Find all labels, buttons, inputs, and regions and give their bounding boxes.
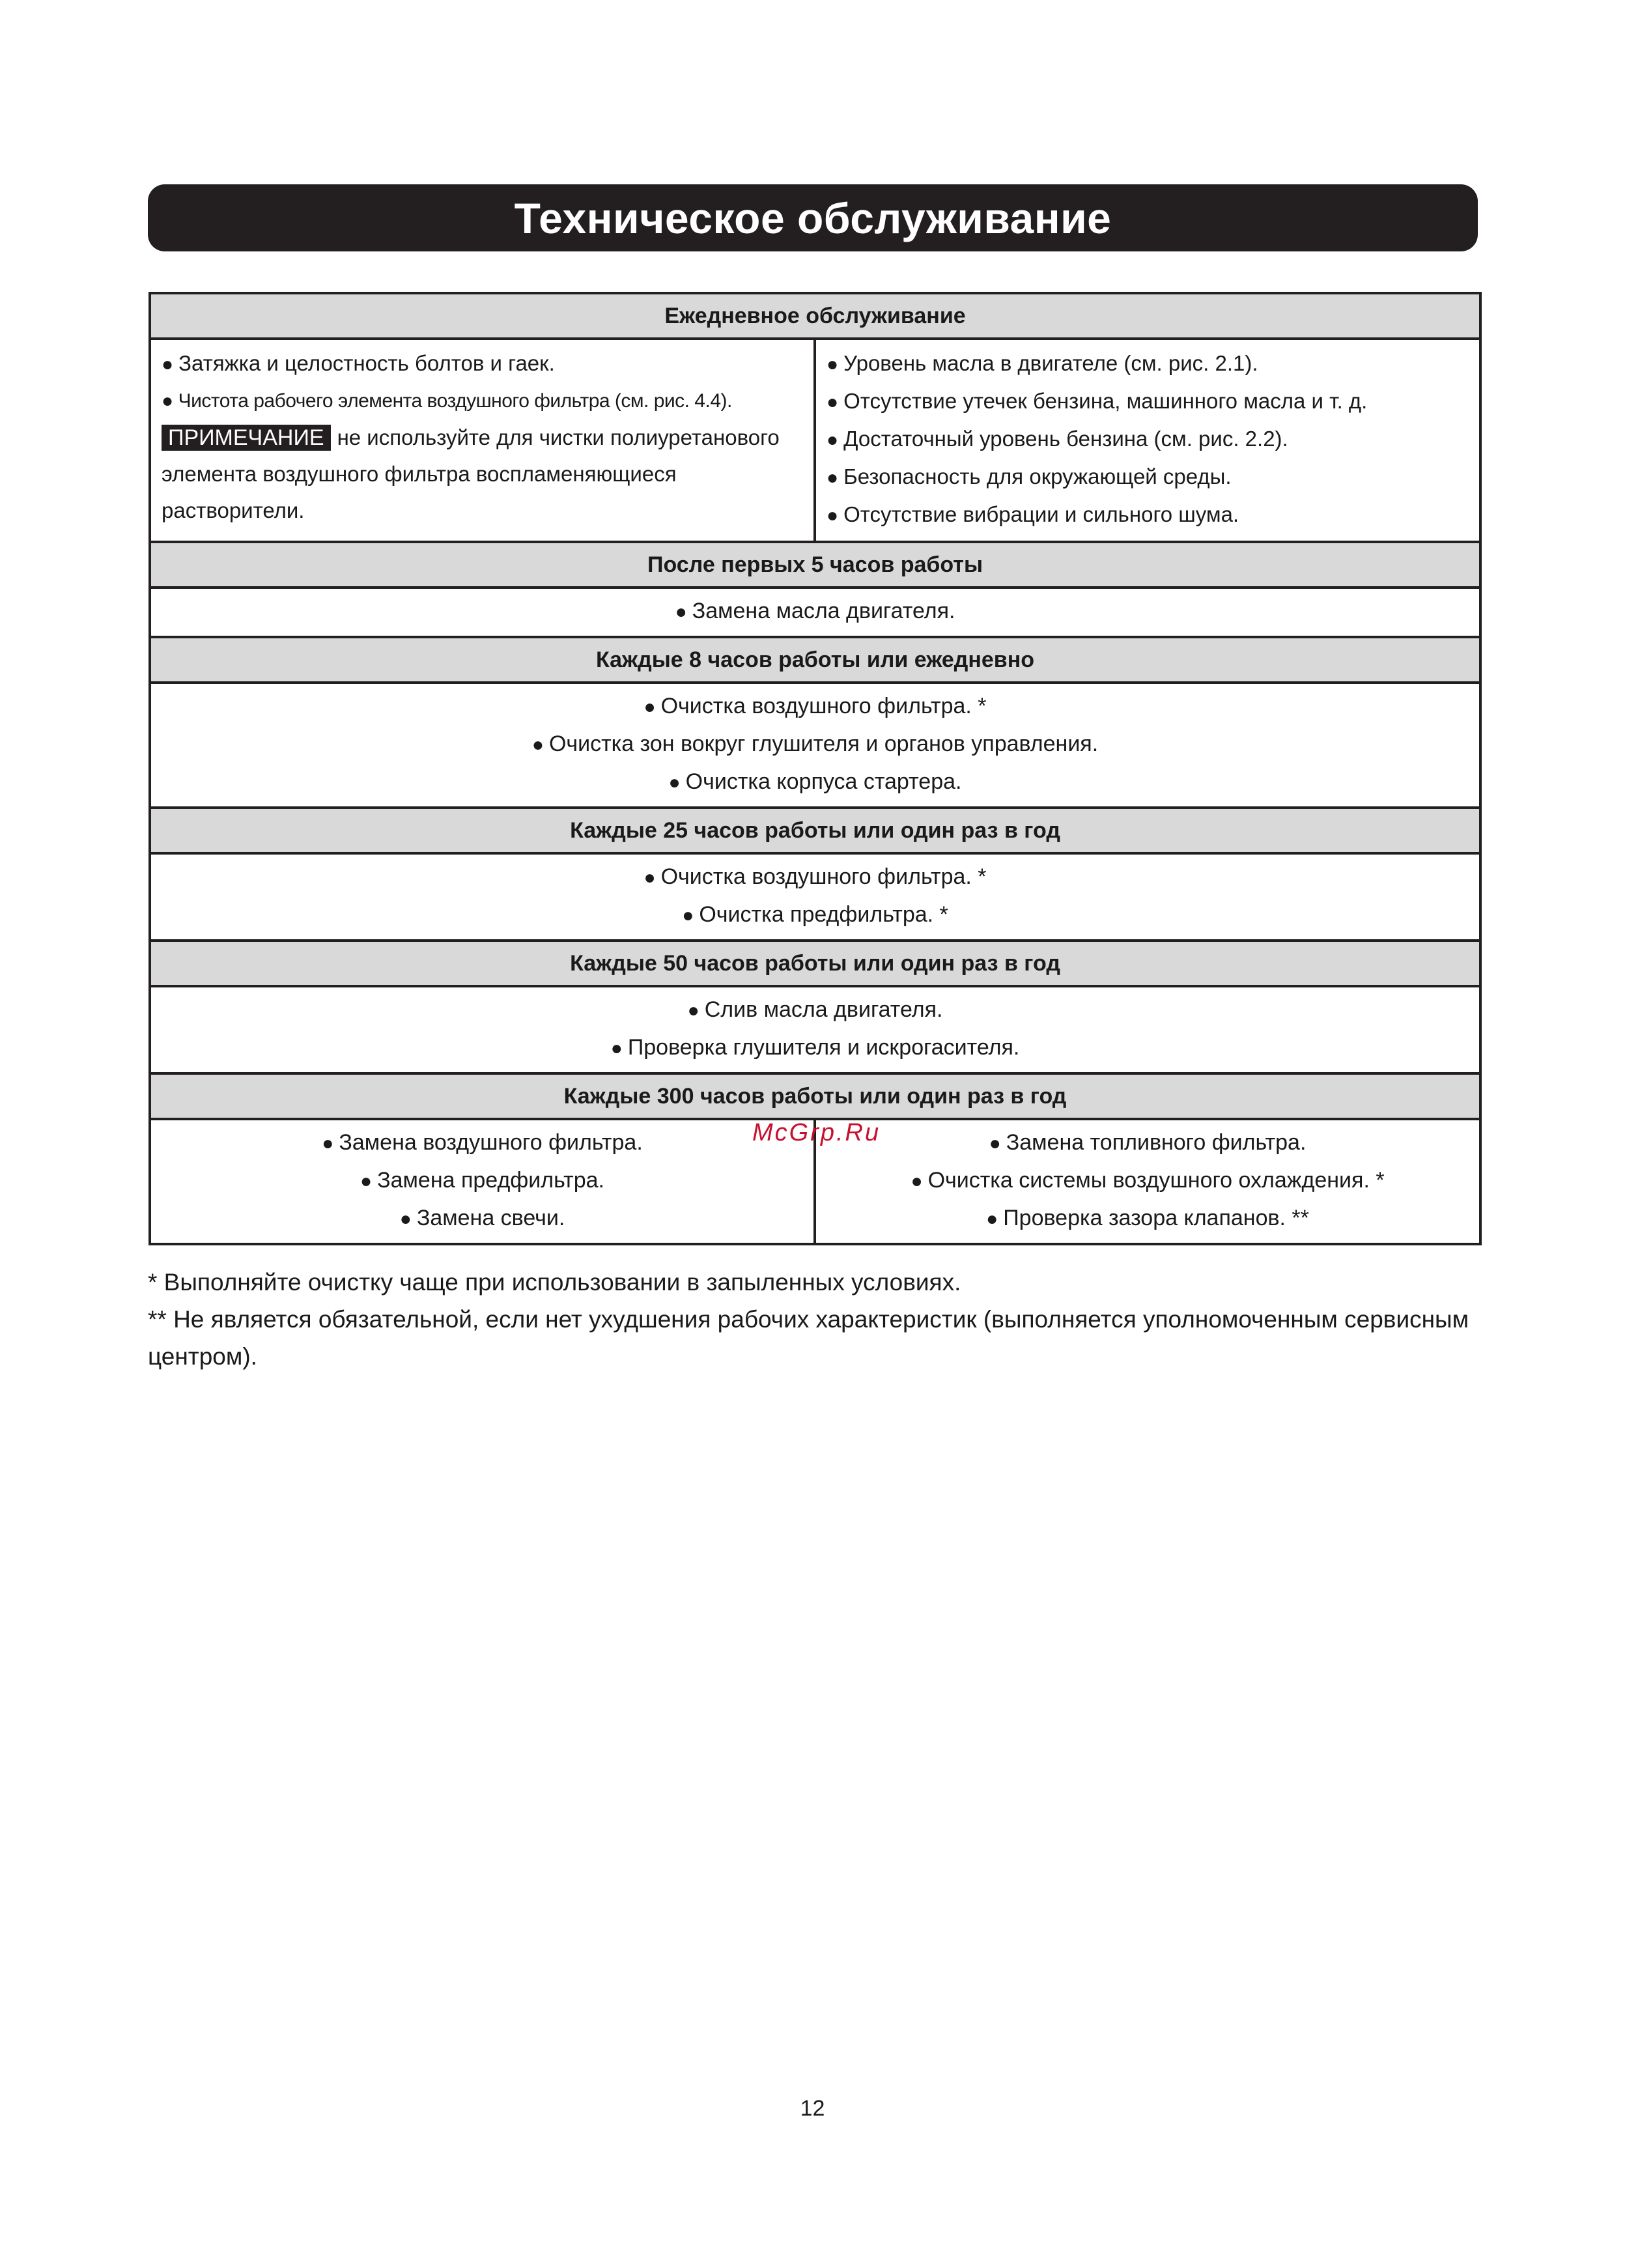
footnote: * Выполняйте очистку чаще при использовании в запыленных условиях.	[148, 1269, 961, 1296]
note-text: не используйте для чистки полиуретанового элемента воздушного фильтра воспламеняющиеся растворители.	[162, 425, 780, 522]
page-title-bar	[148, 184, 1478, 251]
list-item: ● Достаточный уровень бензина (см. рис. 2.2).	[827, 427, 1288, 451]
every300-right-cell	[815, 1119, 1480, 1244]
maintenance-schedule-table	[148, 292, 1482, 1245]
list-item: ● Замена топливного фильтра.	[989, 1130, 1307, 1155]
bullet-icon: ●	[531, 734, 544, 756]
list-item: ● Очистка системы воздушного охлаждения. *	[911, 1168, 1385, 1193]
footnotes	[148, 1264, 1480, 1375]
bullet-icon: ●	[360, 1170, 373, 1192]
every25-cell	[150, 853, 1480, 941]
every8-header-row	[150, 637, 1480, 683]
list-item: ● Безопасность для окружающей среды.	[827, 464, 1232, 489]
bullet-icon: ●	[827, 391, 839, 413]
every300-header: Каждые 300 часов работы или один раз в год	[150, 1073, 1480, 1119]
page-title: Техническое обслуживание	[514, 193, 1112, 242]
list-item: ● Проверка зазора клапанов. **	[986, 1206, 1309, 1230]
every8-body-row	[150, 683, 1480, 808]
list-item: ● Проверка глушителя и искрогасителя.	[610, 1035, 1020, 1060]
every50-cell	[150, 986, 1480, 1073]
list-item: ● Замена предфильтра.	[360, 1168, 604, 1193]
list-item: ● Замена воздушного фильтра.	[322, 1130, 643, 1155]
list-item: ● Очистка воздушного фильтра. *	[643, 864, 987, 889]
after5-header-row	[150, 542, 1480, 588]
bullet-icon: ●	[610, 1038, 623, 1059]
bullet-icon: ●	[643, 696, 656, 718]
after5-cell	[150, 588, 1480, 637]
daily-body-row	[150, 339, 1480, 542]
list-item: ● Замена свечи.	[399, 1206, 565, 1230]
note-label: ПРИМЕЧАНИЕ	[162, 425, 331, 451]
list-item: ● Отсутствие вибрации и сильного шума.	[827, 502, 1239, 526]
bullet-icon: ●	[827, 354, 839, 375]
footnote: ** Не является обязательной, если нет ухудшения рабочих характеристик (выполняется уполномоченным сервисным центром).	[148, 1306, 1469, 1370]
bullet-icon: ●	[687, 1000, 699, 1021]
bullet-icon: ●	[989, 1133, 1001, 1154]
list-item: ● Уровень масла в двигателе (см. рис. 2.1).	[827, 351, 1258, 375]
bullet-icon: ●	[399, 1208, 412, 1230]
list-item: ● Чистота рабочего элемента воздушного фильтра (см. рис. 4.4).	[162, 390, 732, 412]
watermark: McGrp.Ru	[752, 1119, 881, 1146]
bullet-icon: ●	[827, 467, 839, 489]
daily-header: Ежедневное обслуживание	[150, 293, 1480, 339]
bullet-icon: ●	[643, 867, 656, 888]
every300-left-cell	[150, 1119, 815, 1244]
every25-body-row	[150, 853, 1480, 941]
bullet-icon: ●	[675, 601, 687, 623]
daily-right-cell	[815, 339, 1480, 542]
list-item: ● Замена масла двигателя.	[675, 599, 955, 623]
list-item: ● Очистка воздушного фильтра. *	[643, 694, 987, 718]
note-paragraph	[162, 419, 803, 529]
list-item: ● Очистка корпуса стартера.	[668, 769, 962, 794]
bullet-icon: ●	[162, 354, 174, 375]
list-item: ● Отсутствие утечек бензина, машинного масла и т. д.	[827, 389, 1368, 413]
after5-header: После первых 5 часов работы	[150, 542, 1480, 588]
daily-left-cell	[150, 339, 815, 542]
bullet-icon: ●	[827, 505, 839, 526]
bullet-icon: ●	[827, 429, 839, 451]
every8-header: Каждые 8 часов работы или ежедневно	[150, 637, 1480, 683]
list-item: ● Очистка предфильтра. *	[682, 902, 948, 927]
every50-header-row	[150, 941, 1480, 986]
every8-cell	[150, 683, 1480, 808]
every50-header: Каждые 50 часов работы или один раз в год	[150, 941, 1480, 986]
after5-body-row	[150, 588, 1480, 637]
bullet-icon: ●	[322, 1133, 334, 1154]
bullet-icon: ●	[668, 772, 681, 793]
list-item: ● Затяжка и целостность болтов и гаек.	[162, 351, 555, 375]
list-item: ● Слив масла двигателя.	[687, 997, 943, 1022]
list-item: ● Очистка зон вокруг глушителя и органов управления.	[531, 731, 1099, 756]
daily-header-row	[150, 293, 1480, 339]
bullet-icon: ●	[986, 1208, 998, 1230]
bullet-icon: ●	[682, 905, 694, 926]
every25-header: Каждые 25 часов работы или один раз в год	[150, 808, 1480, 853]
every50-body-row	[150, 986, 1480, 1073]
bullet-icon: ●	[162, 390, 173, 412]
page-number: 12	[800, 2096, 825, 2121]
every25-header-row	[150, 808, 1480, 853]
bullet-icon: ●	[911, 1170, 923, 1192]
every300-header-row	[150, 1073, 1480, 1119]
